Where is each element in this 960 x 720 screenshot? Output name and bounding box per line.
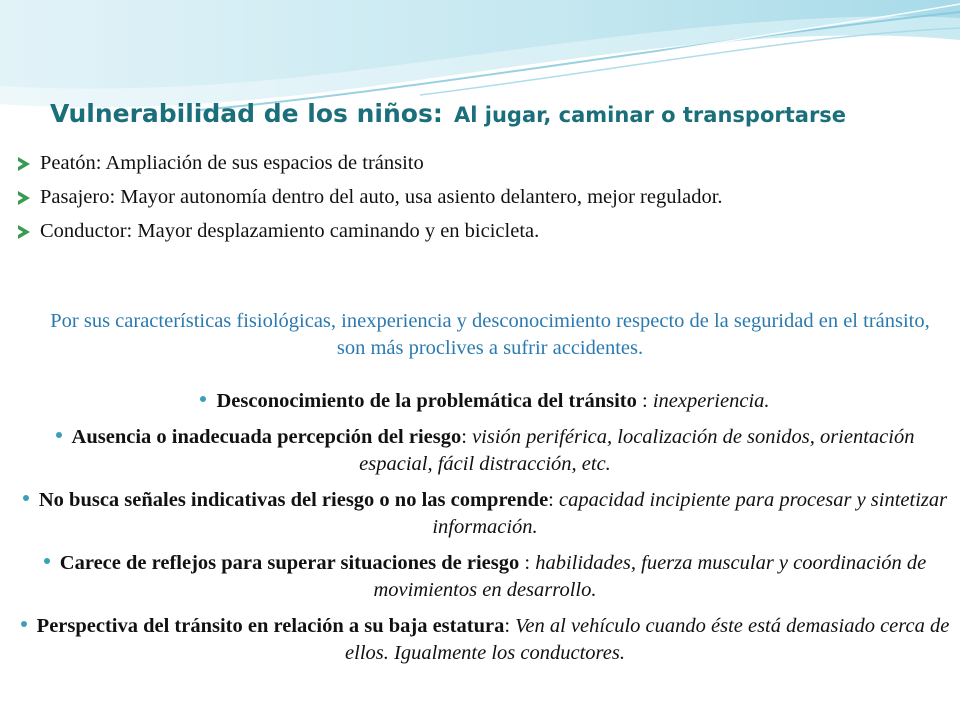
role-text: Peatón: Ampliación de sus espacios de tránsito bbox=[40, 152, 424, 174]
factor-detail: visión periférica, localización de sonidos, orientación espacial, fácil distracción, etc. bbox=[359, 426, 915, 475]
risk-factors-list bbox=[20, 388, 950, 676]
factor-separator: : bbox=[519, 552, 536, 574]
factor-heading: Desconocimiento de la problemática del tránsito bbox=[216, 390, 637, 412]
dot-bullet-icon bbox=[200, 396, 206, 402]
arrow-bullet-icon bbox=[18, 157, 30, 171]
dot-bullet-icon bbox=[44, 558, 50, 564]
factor-heading: Perspectiva del tránsito en relación a su baja estatura bbox=[36, 615, 505, 637]
page-title bbox=[50, 92, 930, 130]
factor-detail: inexperiencia. bbox=[652, 390, 770, 412]
factor-separator: : bbox=[636, 390, 653, 412]
list-item-factor bbox=[20, 613, 950, 667]
dot-bullet-icon bbox=[21, 621, 27, 627]
list-item-factor bbox=[20, 424, 950, 478]
list-item-role bbox=[18, 184, 918, 211]
factor-heading: Carece de reflejos para superar situaciones de riesgo bbox=[59, 552, 520, 574]
list-item-factor bbox=[20, 550, 950, 604]
list-item-factor bbox=[20, 487, 950, 541]
road-user-roles-list bbox=[18, 150, 918, 252]
list-item-factor bbox=[20, 388, 950, 415]
dot-bullet-icon bbox=[23, 495, 29, 501]
role-text: Pasajero: Mayor autonomía dentro del auto, usa asiento delantero, mejor regulador. bbox=[40, 186, 723, 208]
dot-bullet-icon bbox=[56, 432, 62, 438]
vulnerability-note: Por sus características fisiológicas, inexperiencia y desconocimiento respecto de la seguridad en el tránsito, son más proclives a sufrir accidentes. bbox=[50, 310, 930, 359]
factor-heading: Ausencia o inadecuada percepción del riesgo bbox=[71, 426, 462, 448]
arrow-bullet-icon bbox=[18, 225, 30, 239]
factor-detail: habilidades, fuerza muscular y coordinación de movimientos en desarrollo. bbox=[373, 552, 927, 601]
arrow-bullet-icon bbox=[18, 191, 30, 205]
factor-separator: : bbox=[504, 615, 516, 637]
factor-separator: : bbox=[461, 426, 473, 448]
title-subtitle: Al jugar, caminar o transportarse bbox=[454, 103, 847, 127]
title-main: Vulnerabilidad de los niños: bbox=[50, 99, 443, 128]
factor-detail: capacidad incipiente para procesar y sintetizar información. bbox=[432, 489, 948, 538]
role-text: Conductor: Mayor desplazamiento caminando y en bicicleta. bbox=[40, 220, 540, 242]
factor-separator: : bbox=[548, 489, 559, 511]
list-item-role bbox=[18, 150, 918, 177]
factor-heading: No busca señales indicativas del riesgo o no las comprende bbox=[38, 489, 549, 511]
factor-detail: Ven al vehículo cuando éste está demasiado cerca de ellos. Igualmente los conductores. bbox=[345, 615, 950, 664]
list-item-role bbox=[18, 218, 918, 245]
